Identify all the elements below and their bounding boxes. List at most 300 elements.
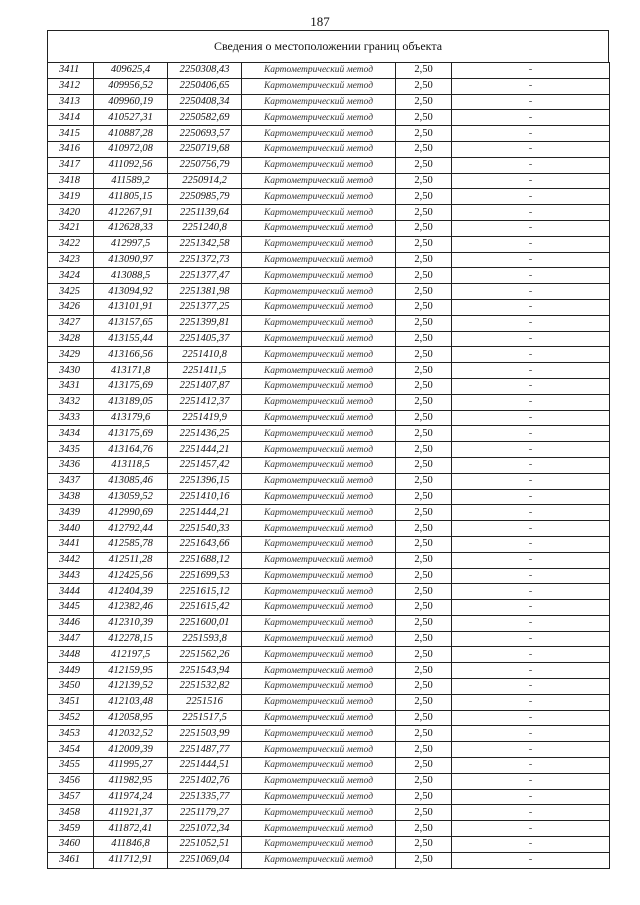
table-row [48, 378, 610, 394]
x-coordinate-cell: 411712,91 [94, 852, 168, 868]
precision-cell: 2,50 [396, 110, 452, 126]
description-cell: - [452, 631, 610, 647]
y-coordinate-cell: 2251381,98 [168, 284, 242, 300]
description-cell: - [452, 663, 610, 679]
precision-cell: 2,50 [396, 378, 452, 394]
table-row [48, 837, 610, 853]
method-cell: Картометрический метод [242, 236, 396, 252]
x-coordinate-cell: 413088,5 [94, 268, 168, 284]
precision-cell: 2,50 [396, 584, 452, 600]
x-coordinate-cell: 413101,91 [94, 299, 168, 315]
precision-cell: 2,50 [396, 821, 452, 837]
method-cell: Картометрический метод [242, 615, 396, 631]
y-coordinate-cell: 2251436,25 [168, 426, 242, 442]
precision-cell: 2,50 [396, 615, 452, 631]
description-cell: - [452, 63, 610, 79]
method-cell: Картометрический метод [242, 141, 396, 157]
y-coordinate-cell: 2251139,64 [168, 205, 242, 221]
y-coordinate-cell: 2251503,99 [168, 726, 242, 742]
x-coordinate-cell: 412058,95 [94, 710, 168, 726]
description-cell: - [452, 647, 610, 663]
y-coordinate-cell: 2251405,37 [168, 331, 242, 347]
y-coordinate-cell: 2251377,47 [168, 268, 242, 284]
point-number-cell: 3460 [48, 837, 94, 853]
description-cell: - [452, 126, 610, 142]
point-number-cell: 3451 [48, 694, 94, 710]
description-cell: - [452, 141, 610, 157]
precision-cell: 2,50 [396, 315, 452, 331]
point-number-cell: 3457 [48, 789, 94, 805]
point-number-cell: 3415 [48, 126, 94, 142]
y-coordinate-cell: 2250693,57 [168, 126, 242, 142]
point-number-cell: 3432 [48, 394, 94, 410]
table-row [48, 789, 610, 805]
description-cell: - [452, 426, 610, 442]
x-coordinate-cell: 413155,44 [94, 331, 168, 347]
method-cell: Картометрический метод [242, 679, 396, 695]
x-coordinate-cell: 413164,76 [94, 442, 168, 458]
method-cell: Картометрический метод [242, 631, 396, 647]
description-cell: - [452, 268, 610, 284]
method-cell: Картометрический метод [242, 837, 396, 853]
description-cell: - [452, 315, 610, 331]
x-coordinate-cell: 410527,31 [94, 110, 168, 126]
precision-cell: 2,50 [396, 568, 452, 584]
method-cell: Картометрический метод [242, 299, 396, 315]
y-coordinate-cell: 2250582,69 [168, 110, 242, 126]
point-number-cell: 3414 [48, 110, 94, 126]
y-coordinate-cell: 2251444,21 [168, 505, 242, 521]
precision-cell: 2,50 [396, 710, 452, 726]
y-coordinate-cell: 2250719,68 [168, 141, 242, 157]
method-cell: Картометрический метод [242, 126, 396, 142]
method-cell: Картометрический метод [242, 173, 396, 189]
description-cell: - [452, 410, 610, 426]
point-number-cell: 3418 [48, 173, 94, 189]
table-row [48, 394, 610, 410]
page-number: 187 [310, 14, 330, 29]
table-row [48, 252, 610, 268]
table-row [48, 489, 610, 505]
y-coordinate-cell: 2251516 [168, 694, 242, 710]
table-row [48, 568, 610, 584]
table-row [48, 473, 610, 489]
point-number-cell: 3441 [48, 536, 94, 552]
precision-cell: 2,50 [396, 552, 452, 568]
description-cell: - [452, 378, 610, 394]
description-cell: - [452, 694, 610, 710]
y-coordinate-cell: 2251532,82 [168, 679, 242, 695]
point-number-cell: 3455 [48, 758, 94, 774]
point-number-cell: 3445 [48, 600, 94, 616]
precision-cell: 2,50 [396, 78, 452, 94]
method-cell: Картометрический метод [242, 378, 396, 394]
point-number-cell: 3456 [48, 773, 94, 789]
point-number-cell: 3447 [48, 631, 94, 647]
precision-cell: 2,50 [396, 268, 452, 284]
method-cell: Картометрический метод [242, 821, 396, 837]
precision-cell: 2,50 [396, 694, 452, 710]
description-cell: - [452, 220, 610, 236]
description-cell: - [452, 394, 610, 410]
method-cell: Картометрический метод [242, 758, 396, 774]
y-coordinate-cell: 2251396,15 [168, 473, 242, 489]
table-row [48, 758, 610, 774]
y-coordinate-cell: 2251615,42 [168, 600, 242, 616]
x-coordinate-cell: 412585,78 [94, 536, 168, 552]
table-row [48, 536, 610, 552]
description-cell: - [452, 805, 610, 821]
coordinates-table [47, 62, 610, 869]
method-cell: Картометрический метод [242, 94, 396, 110]
description-cell: - [452, 78, 610, 94]
point-number-cell: 3428 [48, 331, 94, 347]
x-coordinate-cell: 412103,48 [94, 694, 168, 710]
x-coordinate-cell: 413166,56 [94, 347, 168, 363]
description-cell: - [452, 773, 610, 789]
description-cell: - [452, 236, 610, 252]
x-coordinate-cell: 411092,56 [94, 157, 168, 173]
precision-cell: 2,50 [396, 410, 452, 426]
table-row [48, 189, 610, 205]
method-cell: Картометрический метод [242, 189, 396, 205]
x-coordinate-cell: 413175,69 [94, 378, 168, 394]
y-coordinate-cell: 2251540,33 [168, 521, 242, 537]
precision-cell: 2,50 [396, 789, 452, 805]
method-cell: Картометрический метод [242, 805, 396, 821]
x-coordinate-cell: 412267,91 [94, 205, 168, 221]
table-row [48, 552, 610, 568]
y-coordinate-cell: 2251457,42 [168, 457, 242, 473]
precision-cell: 2,50 [396, 299, 452, 315]
table-row [48, 852, 610, 868]
point-number-cell: 3420 [48, 205, 94, 221]
point-number-cell: 3452 [48, 710, 94, 726]
precision-cell: 2,50 [396, 457, 452, 473]
description-cell: - [452, 189, 610, 205]
description-cell: - [452, 615, 610, 631]
description-cell: - [452, 173, 610, 189]
description-cell: - [452, 789, 610, 805]
description-cell: - [452, 600, 610, 616]
method-cell: Картометрический метод [242, 457, 396, 473]
description-cell: - [452, 710, 610, 726]
description-cell: - [452, 284, 610, 300]
point-number-cell: 3426 [48, 299, 94, 315]
x-coordinate-cell: 410887,28 [94, 126, 168, 142]
table-row [48, 821, 610, 837]
y-coordinate-cell: 2251412,37 [168, 394, 242, 410]
method-cell: Картометрический метод [242, 268, 396, 284]
precision-cell: 2,50 [396, 141, 452, 157]
table-row [48, 236, 610, 252]
x-coordinate-cell: 413157,65 [94, 315, 168, 331]
table-row [48, 442, 610, 458]
precision-cell: 2,50 [396, 505, 452, 521]
precision-cell: 2,50 [396, 189, 452, 205]
description-cell: - [452, 331, 610, 347]
method-cell: Картометрический метод [242, 726, 396, 742]
method-cell: Картометрический метод [242, 789, 396, 805]
description-cell: - [452, 758, 610, 774]
y-coordinate-cell: 2251688,12 [168, 552, 242, 568]
method-cell: Картометрический метод [242, 426, 396, 442]
y-coordinate-cell: 2250756,79 [168, 157, 242, 173]
point-number-cell: 3419 [48, 189, 94, 205]
description-cell: - [452, 457, 610, 473]
description-cell: - [452, 584, 610, 600]
method-cell: Картометрический метод [242, 363, 396, 379]
method-cell: Картометрический метод [242, 78, 396, 94]
y-coordinate-cell: 2251240,8 [168, 220, 242, 236]
method-cell: Картометрический метод [242, 505, 396, 521]
precision-cell: 2,50 [396, 94, 452, 110]
method-cell: Картометрический метод [242, 489, 396, 505]
point-number-cell: 3423 [48, 252, 94, 268]
x-coordinate-cell: 412628,33 [94, 220, 168, 236]
method-cell: Картометрический метод [242, 284, 396, 300]
description-cell: - [452, 552, 610, 568]
description-cell: - [452, 489, 610, 505]
point-number-cell: 3453 [48, 726, 94, 742]
y-coordinate-cell: 2250985,79 [168, 189, 242, 205]
precision-cell: 2,50 [396, 805, 452, 821]
y-coordinate-cell: 2251487,77 [168, 742, 242, 758]
method-cell: Картометрический метод [242, 157, 396, 173]
point-number-cell: 3433 [48, 410, 94, 426]
x-coordinate-cell: 409956,52 [94, 78, 168, 94]
table-row [48, 505, 610, 521]
method-cell: Картометрический метод [242, 347, 396, 363]
point-number-cell: 3443 [48, 568, 94, 584]
point-number-cell: 3439 [48, 505, 94, 521]
table-row [48, 205, 610, 221]
x-coordinate-cell: 413118,5 [94, 457, 168, 473]
y-coordinate-cell: 2250406,65 [168, 78, 242, 94]
method-cell: Картометрический метод [242, 331, 396, 347]
table-row [48, 331, 610, 347]
description-cell: - [452, 157, 610, 173]
point-number-cell: 3416 [48, 141, 94, 157]
precision-cell: 2,50 [396, 837, 452, 853]
precision-cell: 2,50 [396, 331, 452, 347]
point-number-cell: 3421 [48, 220, 94, 236]
point-number-cell: 3438 [48, 489, 94, 505]
table-row [48, 268, 610, 284]
precision-cell: 2,50 [396, 726, 452, 742]
x-coordinate-cell: 411846,8 [94, 837, 168, 853]
precision-cell: 2,50 [396, 220, 452, 236]
table-row [48, 726, 610, 742]
method-cell: Картометрический метод [242, 252, 396, 268]
point-number-cell: 3427 [48, 315, 94, 331]
description-cell: - [452, 299, 610, 315]
description-cell: - [452, 852, 610, 868]
x-coordinate-cell: 412159,95 [94, 663, 168, 679]
table-row [48, 78, 610, 94]
table-row [48, 663, 610, 679]
table-row [48, 299, 610, 315]
method-cell: Картометрический метод [242, 220, 396, 236]
point-number-cell: 3413 [48, 94, 94, 110]
point-number-cell: 3417 [48, 157, 94, 173]
x-coordinate-cell: 412032,52 [94, 726, 168, 742]
description-cell: - [452, 110, 610, 126]
y-coordinate-cell: 2251335,77 [168, 789, 242, 805]
table-row [48, 457, 610, 473]
table-row [48, 647, 610, 663]
method-cell: Картометрический метод [242, 315, 396, 331]
description-cell: - [452, 363, 610, 379]
y-coordinate-cell: 2251402,76 [168, 773, 242, 789]
y-coordinate-cell: 2251517,5 [168, 710, 242, 726]
point-number-cell: 3444 [48, 584, 94, 600]
table-row [48, 615, 610, 631]
point-number-cell: 3449 [48, 663, 94, 679]
x-coordinate-cell: 409960,19 [94, 94, 168, 110]
x-coordinate-cell: 412990,69 [94, 505, 168, 521]
description-cell: - [452, 837, 610, 853]
y-coordinate-cell: 2251052,51 [168, 837, 242, 853]
description-cell: - [452, 442, 610, 458]
description-cell: - [452, 252, 610, 268]
table-row [48, 426, 610, 442]
method-cell: Картометрический метод [242, 663, 396, 679]
table-row [48, 141, 610, 157]
precision-cell: 2,50 [396, 442, 452, 458]
description-cell: - [452, 521, 610, 537]
table-row [48, 410, 610, 426]
table-row [48, 694, 610, 710]
x-coordinate-cell: 411995,27 [94, 758, 168, 774]
point-number-cell: 3430 [48, 363, 94, 379]
point-number-cell: 3431 [48, 378, 94, 394]
y-coordinate-cell: 2251600,01 [168, 615, 242, 631]
method-cell: Картометрический метод [242, 521, 396, 537]
precision-cell: 2,50 [396, 205, 452, 221]
y-coordinate-cell: 2251372,73 [168, 252, 242, 268]
point-number-cell: 3440 [48, 521, 94, 537]
y-coordinate-cell: 2251593,8 [168, 631, 242, 647]
table-row [48, 110, 610, 126]
method-cell: Картометрический метод [242, 552, 396, 568]
y-coordinate-cell: 2250408,34 [168, 94, 242, 110]
method-cell: Картометрический метод [242, 568, 396, 584]
precision-cell: 2,50 [396, 758, 452, 774]
precision-cell: 2,50 [396, 631, 452, 647]
y-coordinate-cell: 2251543,94 [168, 663, 242, 679]
y-coordinate-cell: 2251410,16 [168, 489, 242, 505]
point-number-cell: 3429 [48, 347, 94, 363]
x-coordinate-cell: 412997,5 [94, 236, 168, 252]
point-number-cell: 3411 [48, 63, 94, 79]
description-cell: - [452, 821, 610, 837]
precision-cell: 2,50 [396, 157, 452, 173]
method-cell: Картометрический метод [242, 647, 396, 663]
section-title: Сведения о местоположении границ объекта [47, 30, 609, 62]
x-coordinate-cell: 413090,97 [94, 252, 168, 268]
precision-cell: 2,50 [396, 426, 452, 442]
x-coordinate-cell: 412278,15 [94, 631, 168, 647]
method-cell: Картометрический метод [242, 852, 396, 868]
point-number-cell: 3446 [48, 615, 94, 631]
point-number-cell: 3461 [48, 852, 94, 868]
precision-cell: 2,50 [396, 473, 452, 489]
x-coordinate-cell: 413179,6 [94, 410, 168, 426]
table-row [48, 63, 610, 79]
y-coordinate-cell: 2251072,34 [168, 821, 242, 837]
precision-cell: 2,50 [396, 236, 452, 252]
precision-cell: 2,50 [396, 852, 452, 868]
table-row [48, 363, 610, 379]
description-cell: - [452, 94, 610, 110]
x-coordinate-cell: 412197,5 [94, 647, 168, 663]
x-coordinate-cell: 411872,41 [94, 821, 168, 837]
method-cell: Картометрический метод [242, 473, 396, 489]
table-row [48, 742, 610, 758]
method-cell: Картометрический метод [242, 110, 396, 126]
y-coordinate-cell: 2251699,53 [168, 568, 242, 584]
table-row [48, 584, 610, 600]
y-coordinate-cell: 2251399,81 [168, 315, 242, 331]
y-coordinate-cell: 2251444,21 [168, 442, 242, 458]
precision-cell: 2,50 [396, 489, 452, 505]
table-row [48, 600, 610, 616]
table-row [48, 315, 610, 331]
method-cell: Картометрический метод [242, 773, 396, 789]
point-number-cell: 3450 [48, 679, 94, 695]
table-row [48, 94, 610, 110]
precision-cell: 2,50 [396, 363, 452, 379]
point-number-cell: 3448 [48, 647, 94, 663]
method-cell: Картометрический метод [242, 694, 396, 710]
precision-cell: 2,50 [396, 521, 452, 537]
precision-cell: 2,50 [396, 536, 452, 552]
y-coordinate-cell: 2251407,87 [168, 378, 242, 394]
table-row [48, 157, 610, 173]
x-coordinate-cell: 411974,24 [94, 789, 168, 805]
x-coordinate-cell: 410972,08 [94, 141, 168, 157]
point-number-cell: 3412 [48, 78, 94, 94]
y-coordinate-cell: 2251377,25 [168, 299, 242, 315]
y-coordinate-cell: 2251562,26 [168, 647, 242, 663]
precision-cell: 2,50 [396, 600, 452, 616]
x-coordinate-cell: 413189,05 [94, 394, 168, 410]
x-coordinate-cell: 411805,15 [94, 189, 168, 205]
table-row [48, 220, 610, 236]
table-row [48, 710, 610, 726]
x-coordinate-cell: 412511,28 [94, 552, 168, 568]
table-row [48, 773, 610, 789]
table-row [48, 805, 610, 821]
method-cell: Картометрический метод [242, 410, 396, 426]
method-cell: Картометрический метод [242, 536, 396, 552]
precision-cell: 2,50 [396, 663, 452, 679]
point-number-cell: 3454 [48, 742, 94, 758]
table-row [48, 347, 610, 363]
x-coordinate-cell: 411589,2 [94, 173, 168, 189]
precision-cell: 2,50 [396, 773, 452, 789]
point-number-cell: 3435 [48, 442, 94, 458]
y-coordinate-cell: 2251342,58 [168, 236, 242, 252]
x-coordinate-cell: 412425,56 [94, 568, 168, 584]
x-coordinate-cell: 409625,4 [94, 63, 168, 79]
description-cell: - [452, 679, 610, 695]
table-row [48, 521, 610, 537]
point-number-cell: 3459 [48, 821, 94, 837]
precision-cell: 2,50 [396, 63, 452, 79]
y-coordinate-cell: 2251069,04 [168, 852, 242, 868]
